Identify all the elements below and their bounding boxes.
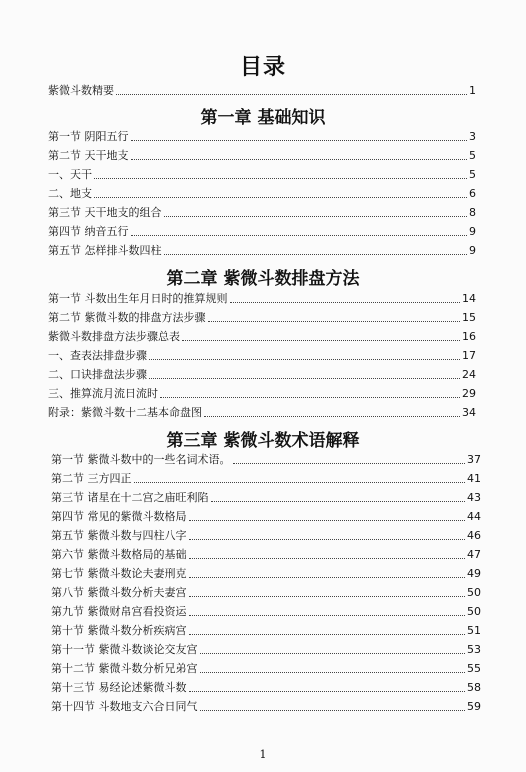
- dot-leader: [94, 196, 467, 198]
- toc-entry-page: 9: [469, 225, 476, 238]
- toc-entry-label: 第三节 诸星在十二宫之庙旺利陷: [51, 491, 209, 504]
- toc-entry-page: 47: [467, 548, 481, 561]
- toc-entry-label: 第一节 紫微斗数中的一些名词术语。: [51, 453, 231, 466]
- toc-entry[interactable]: [48, 328, 476, 344]
- toc-entry-page: 29: [462, 387, 476, 400]
- toc-entry-label: 第二节 三方四正: [51, 472, 132, 485]
- toc-entry[interactable]: [51, 698, 481, 714]
- toc-entry-page: 43: [467, 491, 481, 504]
- toc-entry-page: 17: [462, 349, 476, 362]
- toc-entry-label: 第九节 紫微财帛宫看投资运: [51, 605, 187, 618]
- toc-entry-label: 第五节 紫微斗数与四柱八字: [51, 529, 187, 542]
- toc-entry-label: 第四节 常见的紫微斗数格局: [51, 510, 187, 523]
- toc-entry-label: 第八节 紫微斗数分析夫妻宫: [51, 586, 187, 599]
- dot-leader: [189, 557, 466, 559]
- toc-entry-label: 三、推算流月流日流时: [48, 387, 158, 400]
- toc-entry-page: 9: [469, 244, 476, 257]
- dot-leader: [200, 652, 466, 654]
- toc-entry[interactable]: [48, 385, 476, 401]
- toc-entry-label: 第二节 紫微斗数的排盘方法步骤: [48, 311, 206, 324]
- toc-entry-label: 第十三节 易经论述紫微斗数: [51, 681, 187, 694]
- toc-title: 目录: [239, 55, 286, 80]
- toc-entry-page: 55: [467, 662, 481, 675]
- toc-entry[interactable]: [51, 546, 481, 562]
- toc-entry-label: 第三节 天干地支的组合: [48, 206, 162, 219]
- toc-entry[interactable]: [51, 641, 481, 657]
- toc-entry-page: 50: [467, 605, 481, 618]
- chapter-heading: 第二章 紫微斗数排盘方法: [166, 269, 360, 289]
- toc-entry-label: 一、天干: [48, 168, 92, 181]
- dot-leader: [160, 396, 460, 398]
- toc-entry-page: 41: [467, 472, 481, 485]
- toc-entry-page: 49: [467, 567, 481, 580]
- dot-leader: [94, 177, 467, 179]
- toc-entry-page: 5: [469, 168, 476, 181]
- toc-entry-page: 34: [462, 406, 476, 419]
- toc-entry-page: 24: [462, 368, 476, 381]
- toc-entry[interactable]: [48, 82, 476, 98]
- dot-leader: [208, 320, 461, 322]
- toc-entry-page: 50: [467, 586, 481, 599]
- toc-entry[interactable]: [48, 223, 476, 239]
- chapter-heading: 第一章 基础知识: [200, 108, 326, 128]
- dot-leader: [189, 614, 466, 616]
- toc-entry-page: 44: [467, 510, 481, 523]
- page-number: 1: [259, 748, 267, 761]
- toc-entry[interactable]: [51, 603, 481, 619]
- toc-entry-page: 16: [462, 330, 476, 343]
- toc-entry-label: 一、查表法排盘步骤: [48, 349, 147, 362]
- dot-leader: [131, 234, 468, 236]
- toc-entry-label: 第四节 纳音五行: [48, 225, 129, 238]
- dot-leader: [164, 215, 468, 217]
- toc-entry-page: 51: [467, 624, 481, 637]
- toc-entry[interactable]: [48, 366, 476, 382]
- dot-leader: [131, 139, 468, 141]
- toc-entry[interactable]: [51, 584, 481, 600]
- dot-leader: [189, 538, 466, 540]
- dot-leader: [149, 377, 460, 379]
- toc-entry[interactable]: [51, 489, 481, 505]
- toc-entry-page: 1: [469, 84, 476, 97]
- toc-entry-page: 15: [462, 311, 476, 324]
- dot-leader: [116, 93, 467, 95]
- dot-leader: [189, 690, 466, 692]
- toc-entry-page: 53: [467, 643, 481, 656]
- toc-entry-label: 第十节 紫微斗数分析疾病宫: [51, 624, 187, 637]
- dot-leader: [189, 519, 466, 521]
- toc-entry-label: 紫微斗数排盘方法步骤总表: [48, 330, 180, 343]
- dot-leader: [211, 500, 466, 502]
- toc-entry-label: 第十一节 紫微斗数谈论交友宫: [51, 643, 198, 656]
- toc-entry[interactable]: [51, 565, 481, 581]
- toc-entry[interactable]: [48, 128, 476, 144]
- dot-leader: [204, 415, 460, 417]
- toc-entry[interactable]: [48, 185, 476, 201]
- toc-entry[interactable]: [48, 290, 476, 306]
- dot-leader: [131, 158, 468, 160]
- chapter-heading: 第三章 紫微斗数术语解释: [166, 431, 360, 451]
- toc-entry-label: 二、口诀排盘法步骤: [48, 368, 147, 381]
- toc-entry[interactable]: [48, 347, 476, 363]
- toc-entry[interactable]: [48, 166, 476, 182]
- dot-leader: [182, 339, 460, 341]
- toc-entry-page: 46: [467, 529, 481, 542]
- dot-leader: [233, 462, 466, 464]
- dot-leader: [189, 576, 466, 578]
- toc-entry-label: 第十二节 紫微斗数分析兄弟宫: [51, 662, 198, 675]
- toc-entry-page: 58: [467, 681, 481, 694]
- toc-entry[interactable]: [51, 679, 481, 695]
- dot-leader: [164, 253, 468, 255]
- dot-leader: [200, 671, 466, 673]
- toc-entry[interactable]: [48, 309, 476, 325]
- toc-entry-label: 第十四节 斗数地支六合日同气: [51, 700, 198, 713]
- toc-entry-label: 第六节 紫微斗数格局的基础: [51, 548, 187, 561]
- toc-entry-label: 第二节 天干地支: [48, 149, 129, 162]
- toc-entry-label: 第五节 怎样排斗数四柱: [48, 244, 162, 257]
- toc-entry-page: 3: [469, 130, 476, 143]
- toc-entry[interactable]: [51, 508, 481, 524]
- toc-entry-page: 14: [462, 292, 476, 305]
- dot-leader: [189, 633, 466, 635]
- toc-entry-page: 5: [469, 149, 476, 162]
- toc-entry[interactable]: [48, 204, 476, 220]
- toc-entry-label: 附录：紫微斗数十二基本命盘图: [48, 406, 202, 419]
- toc-entry[interactable]: [51, 660, 481, 676]
- toc-entry[interactable]: [51, 451, 481, 467]
- toc-entry-label: 第一节 斗数出生年月日时的推算规则: [48, 292, 228, 305]
- toc-entry[interactable]: [51, 527, 481, 543]
- dot-leader: [134, 481, 466, 483]
- toc-entry-label: 第一节 阴阳五行: [48, 130, 129, 143]
- toc-entry-page: 6: [469, 187, 476, 200]
- dot-leader: [200, 709, 466, 711]
- toc-entry[interactable]: [51, 622, 481, 638]
- toc-entry[interactable]: [48, 147, 476, 163]
- dot-leader: [230, 301, 461, 303]
- toc-entry-label: 紫微斗数精要: [48, 84, 114, 97]
- dot-leader: [189, 595, 466, 597]
- toc-entry-label: 第七节 紫微斗数论夫妻刑克: [51, 567, 187, 580]
- toc-entry-page: 8: [469, 206, 476, 219]
- dot-leader: [149, 358, 460, 360]
- toc-entry[interactable]: [48, 242, 476, 258]
- toc-entry-page: 37: [467, 453, 481, 466]
- toc-entry-page: 59: [467, 700, 481, 713]
- toc-entry[interactable]: [48, 404, 476, 420]
- toc-entry[interactable]: [51, 470, 481, 486]
- toc-entry-label: 二、地支: [48, 187, 92, 200]
